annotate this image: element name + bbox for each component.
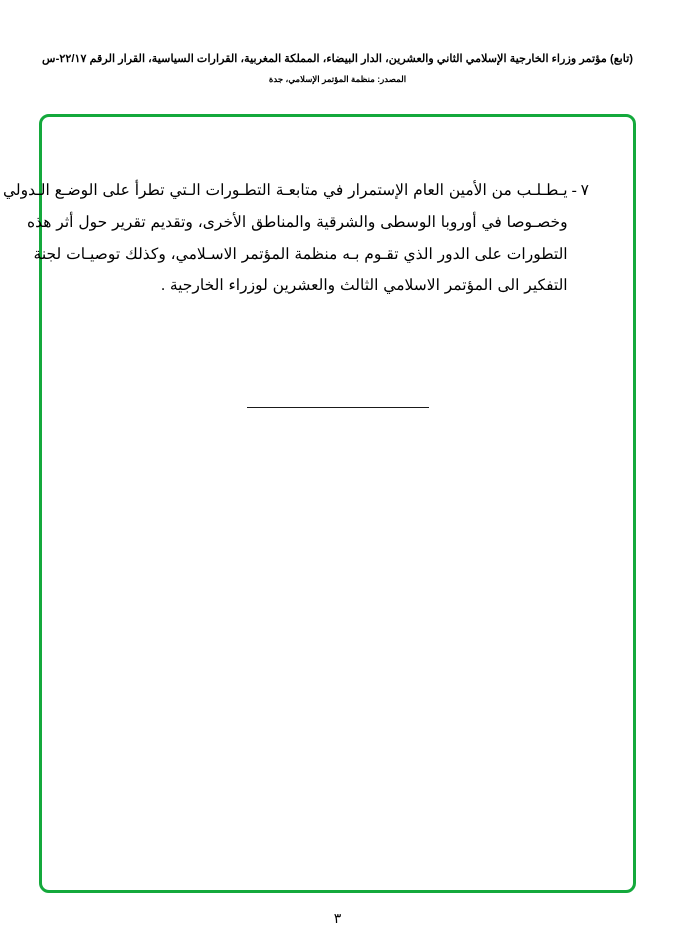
divider-rule <box>247 407 429 408</box>
section-divider <box>86 407 589 408</box>
paragraph-line: وخصـوصا في أوروبا الوسطى والشرقية والمناطق الأخرى، وتقديم تقرير حول أثر هذه <box>26 213 568 231</box>
header-title-line: (تابع) مؤتمر وزراء الخارجية الإسلامي الثاني والعشرين، الدار البيضاء، المملكة المغربية، القرارات السياسية، القرار الرقم ٢٢/١٧-س <box>41 53 634 65</box>
source-label: المصدر: <box>377 74 407 85</box>
paragraph-line: التطورات على الدور الذي تقـوم بـه منظمة المؤتمر الاسـلامي، وكذلك توصيـات لجنة <box>33 245 568 263</box>
resolution-body <box>2 175 589 302</box>
paragraph-line: التفكير الى المؤتمر الاسلامي الثالث والعشرين لوزراء الخارجية . <box>161 277 568 295</box>
source-value: منظمة المؤتمر الإسلامي، جدة <box>268 74 375 85</box>
numbered-paragraph <box>2 175 589 302</box>
paragraph-text <box>3 175 568 302</box>
paragraph-line: يـطـلـب من الأمين العام الإستمرار في متابعـة التطـورات الـتي تطرأ على الوضـع الـدولي <box>2 182 568 199</box>
header-source-line <box>38 73 637 85</box>
page-number: ٣ <box>333 912 342 927</box>
document-header <box>38 52 637 85</box>
content-frame <box>2 114 636 893</box>
paragraph-number: ٧ - <box>571 182 589 199</box>
